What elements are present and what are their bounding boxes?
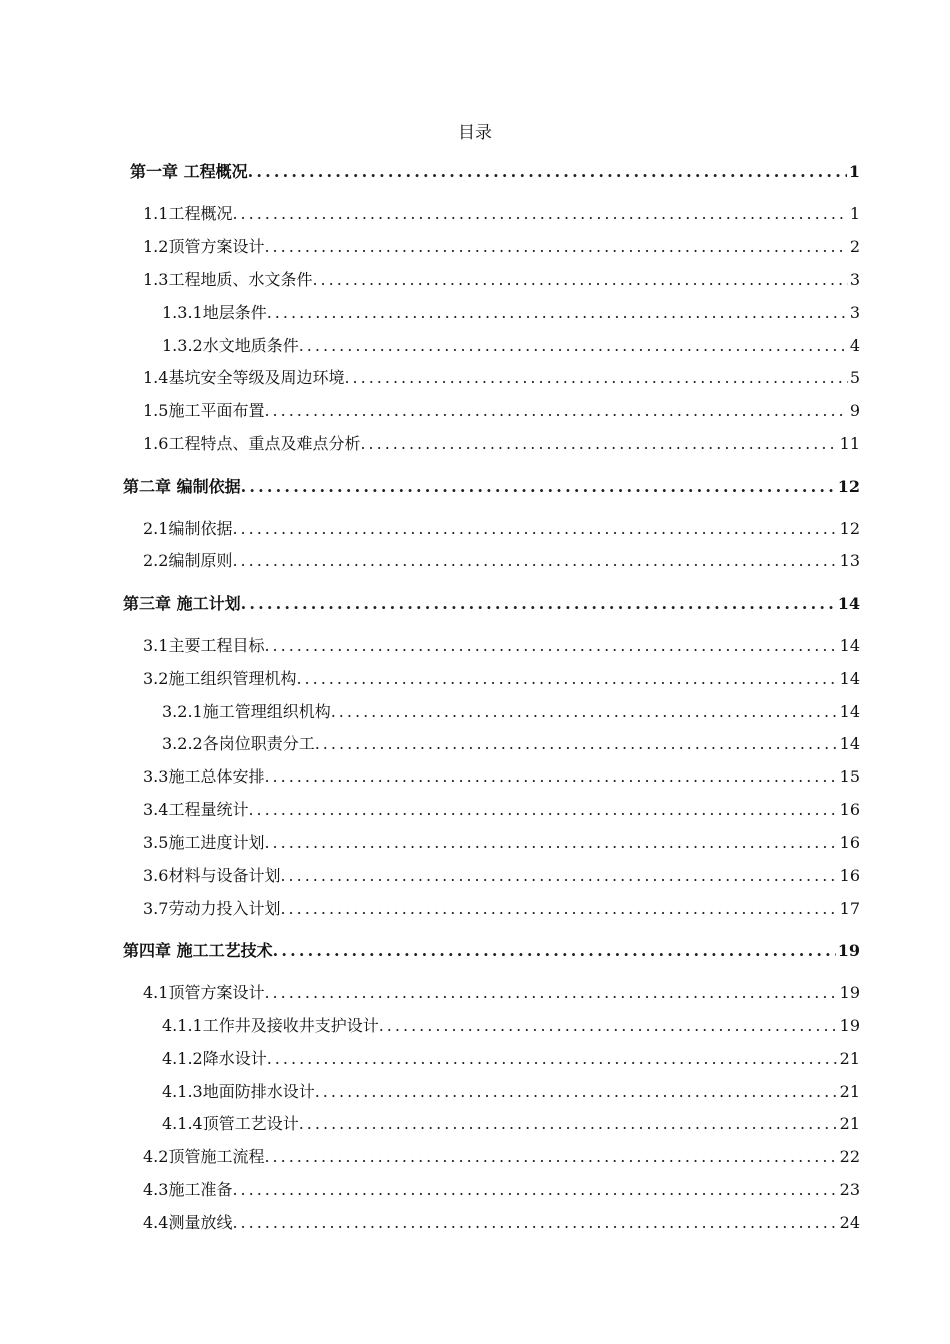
toc-entry-page: 17 bbox=[839, 899, 860, 918]
toc-leader-dots bbox=[280, 865, 837, 887]
toc-leader-dots bbox=[379, 1015, 838, 1037]
toc-entry-1-5[interactable] bbox=[143, 400, 860, 422]
toc-leader-dots bbox=[360, 433, 837, 455]
toc-entry-page: 19 bbox=[837, 941, 860, 960]
toc-entry-label: 3.2.2各岗位职责分工 bbox=[162, 734, 315, 753]
toc-entry-page: 13 bbox=[839, 551, 860, 570]
toc-entry-label: 第三章 施工计划 bbox=[123, 594, 241, 613]
toc-leader-dots bbox=[232, 1212, 837, 1234]
toc-entry-page: 4 bbox=[849, 336, 860, 355]
toc-entry-page: 23 bbox=[839, 1180, 860, 1199]
toc-leader-dots bbox=[232, 550, 837, 572]
toc-entry-1-1[interactable] bbox=[143, 203, 860, 225]
toc-entry-3-6[interactable] bbox=[143, 865, 860, 887]
toc-entry-page: 3 bbox=[849, 270, 860, 289]
toc-entry-page: 5 bbox=[849, 368, 860, 387]
toc-entry-chapter-2[interactable] bbox=[123, 476, 860, 498]
toc-entry-page: 14 bbox=[839, 702, 860, 721]
toc-entry-label: 1.6工程特点、重点及难点分析 bbox=[143, 434, 361, 453]
toc-entry-4-1-4[interactable] bbox=[162, 1113, 860, 1135]
toc-leader-dots bbox=[299, 335, 848, 357]
toc-leader-dots bbox=[264, 635, 837, 657]
toc-leader-dots bbox=[264, 236, 847, 258]
toc-entry-label: 3.2施工组织管理机构 bbox=[143, 669, 297, 688]
toc-entry-4-3[interactable] bbox=[143, 1179, 860, 1201]
toc-entry-page: 2 bbox=[849, 237, 860, 256]
toc-leader-dots bbox=[241, 593, 836, 615]
toc-entry-page: 3 bbox=[849, 303, 860, 322]
toc-entry-page: 21 bbox=[839, 1082, 860, 1101]
toc-entry-label: 4.1.1工作井及接收井支护设计 bbox=[162, 1016, 379, 1035]
toc-leader-dots bbox=[273, 940, 836, 962]
toc-entry-label: 3.5施工进度计划 bbox=[143, 833, 265, 852]
toc-entry-label: 3.1主要工程目标 bbox=[143, 636, 265, 655]
toc-leader-dots bbox=[299, 1113, 838, 1135]
toc-entry-4-1-1[interactable] bbox=[162, 1015, 860, 1037]
toc-entry-3-2[interactable] bbox=[143, 668, 860, 690]
toc-entry-3-7[interactable] bbox=[143, 898, 860, 920]
toc-leader-dots bbox=[232, 1179, 837, 1201]
toc-entry-page: 14 bbox=[837, 594, 860, 613]
toc-leader-dots bbox=[267, 302, 848, 324]
toc-entry-2-2[interactable] bbox=[143, 550, 860, 572]
toc-entry-page: 15 bbox=[839, 767, 860, 786]
toc-leader-dots bbox=[241, 476, 836, 498]
toc-entry-label: 1.4基坑安全等级及周边环境 bbox=[143, 368, 345, 387]
toc-entry-label: 1.3.2水文地质条件 bbox=[162, 336, 299, 355]
toc-entry-1-2[interactable] bbox=[143, 236, 860, 258]
toc-entry-chapter-1[interactable] bbox=[130, 161, 860, 183]
toc-leader-dots bbox=[344, 367, 847, 389]
toc-entry-label: 第二章 编制依据 bbox=[123, 477, 241, 496]
toc-entry-label: 4.1顶管方案设计 bbox=[143, 983, 265, 1002]
toc-title: 目录 bbox=[458, 123, 492, 143]
toc-entry-4-1-2[interactable] bbox=[162, 1048, 860, 1070]
toc-entry-4-1[interactable] bbox=[143, 982, 860, 1004]
toc-entry-page: 16 bbox=[839, 833, 860, 852]
toc-leader-dots bbox=[280, 898, 837, 920]
toc-entry-label: 3.6材料与设备计划 bbox=[143, 866, 281, 885]
toc-entry-3-5[interactable] bbox=[143, 832, 860, 854]
toc-entry-3-3[interactable] bbox=[143, 766, 860, 788]
toc-leader-dots bbox=[248, 799, 837, 821]
toc-entry-label: 2.1编制依据 bbox=[143, 519, 233, 538]
toc-leader-dots bbox=[264, 1146, 837, 1168]
toc-entry-page: 21 bbox=[839, 1049, 860, 1068]
toc-entry-chapter-3[interactable] bbox=[123, 593, 860, 615]
toc-entry-1-3-2[interactable] bbox=[162, 335, 860, 357]
toc-leader-dots bbox=[315, 733, 838, 755]
toc-entry-label: 4.4测量放线 bbox=[143, 1213, 233, 1232]
toc-entry-label: 1.3工程地质、水文条件 bbox=[143, 270, 313, 289]
toc-leader-dots bbox=[264, 832, 837, 854]
toc-entry-label: 4.1.3地面防排水设计 bbox=[162, 1082, 315, 1101]
toc-entry-1-3-1[interactable] bbox=[162, 302, 860, 324]
toc-entry-3-2-1[interactable] bbox=[162, 701, 860, 723]
toc-entry-page: 14 bbox=[839, 636, 860, 655]
toc-entry-label: 第四章 施工工艺技术 bbox=[123, 941, 273, 960]
toc-entry-4-1-3[interactable] bbox=[162, 1081, 860, 1103]
toc-entry-1-3[interactable] bbox=[143, 269, 860, 291]
toc-entry-page: 19 bbox=[839, 1016, 860, 1035]
toc-entry-label: 1.2顶管方案设计 bbox=[143, 237, 265, 256]
toc-entry-page: 12 bbox=[839, 519, 860, 538]
toc-entry-page: 1 bbox=[849, 204, 860, 223]
toc-entry-4-2[interactable] bbox=[143, 1146, 860, 1168]
toc-leader-dots bbox=[267, 1048, 838, 1070]
toc-leader-dots bbox=[264, 982, 837, 1004]
toc-entry-chapter-4[interactable] bbox=[123, 940, 860, 962]
toc-entry-page: 19 bbox=[839, 983, 860, 1002]
toc-leader-dots bbox=[331, 701, 838, 723]
toc-entry-label: 3.2.1施工管理组织机构 bbox=[162, 702, 331, 721]
toc-leader-dots bbox=[264, 766, 837, 788]
toc-leader-dots bbox=[312, 269, 847, 291]
toc-entry-3-2-2[interactable] bbox=[162, 733, 860, 755]
toc-entry-page: 1 bbox=[848, 162, 860, 181]
toc-entry-page: 14 bbox=[839, 734, 860, 753]
toc-entry-3-1[interactable] bbox=[143, 635, 860, 657]
toc-leader-dots bbox=[248, 161, 847, 183]
toc-entry-label: 1.1工程概况 bbox=[143, 204, 233, 223]
toc-entry-1-6[interactable] bbox=[143, 433, 860, 455]
toc-entry-page: 24 bbox=[839, 1213, 860, 1232]
toc-entry-page: 11 bbox=[839, 434, 860, 453]
toc-entry-1-4[interactable] bbox=[143, 367, 860, 389]
toc-leader-dots bbox=[264, 400, 847, 422]
toc-leader-dots bbox=[296, 668, 837, 690]
toc-entry-label: 4.3施工准备 bbox=[143, 1180, 233, 1199]
toc-entry-label: 3.3施工总体安排 bbox=[143, 767, 265, 786]
toc-entry-label: 1.5施工平面布置 bbox=[143, 401, 265, 420]
toc-entry-page: 9 bbox=[849, 401, 860, 420]
toc-entry-label: 第一章 工程概况 bbox=[130, 162, 248, 181]
toc-entry-page: 14 bbox=[839, 669, 860, 688]
toc-entry-page: 16 bbox=[839, 866, 860, 885]
toc-leader-dots bbox=[315, 1081, 838, 1103]
toc-entry-page: 12 bbox=[837, 477, 860, 496]
toc-entry-label: 4.1.4顶管工艺设计 bbox=[162, 1114, 299, 1133]
toc-leader-dots bbox=[232, 203, 847, 225]
toc-entry-label: 3.7劳动力投入计划 bbox=[143, 899, 281, 918]
toc-entry-label: 3.4工程量统计 bbox=[143, 800, 249, 819]
toc-entry-2-1[interactable] bbox=[143, 518, 860, 540]
toc-entry-4-4[interactable] bbox=[143, 1212, 860, 1234]
toc-entry-label: 4.2顶管施工流程 bbox=[143, 1147, 265, 1166]
toc-leader-dots bbox=[232, 518, 837, 540]
toc-entry-label: 4.1.2降水设计 bbox=[162, 1049, 267, 1068]
toc-entry-page: 21 bbox=[839, 1114, 860, 1133]
toc-entry-3-4[interactable] bbox=[143, 799, 860, 821]
toc-entry-page: 22 bbox=[839, 1147, 860, 1166]
toc-entry-label: 2.2编制原则 bbox=[143, 551, 233, 570]
toc-entry-label: 1.3.1地层条件 bbox=[162, 303, 267, 322]
toc-entry-page: 16 bbox=[839, 800, 860, 819]
